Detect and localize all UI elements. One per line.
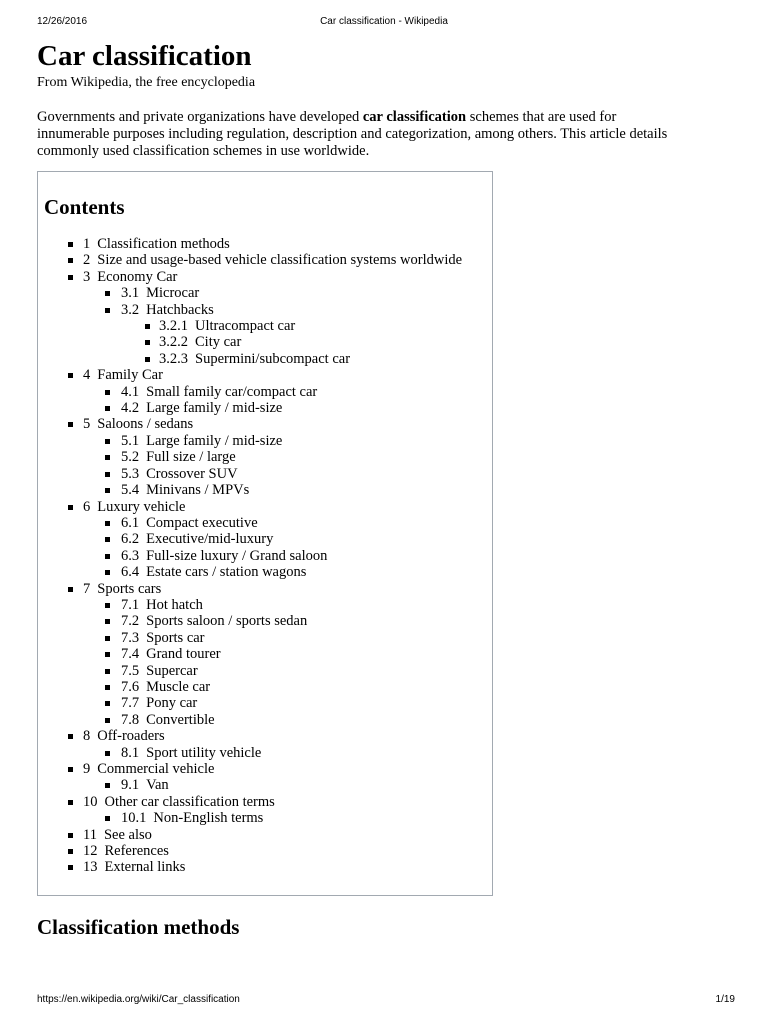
toc-label[interactable]: Hatchbacks bbox=[146, 301, 214, 318]
toc-item[interactable] bbox=[38, 416, 462, 432]
toc-label[interactable]: Pony car bbox=[146, 695, 198, 712]
article-intro bbox=[37, 109, 687, 160]
toc-label[interactable]: Supermini/subcompact car bbox=[195, 350, 351, 367]
bullet-icon bbox=[105, 603, 110, 608]
bullet-icon bbox=[68, 833, 73, 838]
toc-item[interactable] bbox=[38, 433, 462, 449]
section-heading: Classification methods bbox=[37, 915, 240, 939]
toc-label[interactable]: Crossover SUV bbox=[146, 465, 238, 482]
bullet-icon bbox=[105, 406, 110, 411]
toc-number: 5.1 bbox=[121, 432, 140, 449]
toc-item[interactable] bbox=[38, 334, 462, 350]
toc-label[interactable]: City car bbox=[195, 334, 242, 351]
toc-number: 4 bbox=[83, 367, 91, 384]
toc-number: 2 bbox=[83, 252, 91, 269]
toc-item[interactable] bbox=[38, 597, 462, 613]
print-page-title: Car classification - Wikipedia bbox=[320, 16, 448, 27]
bullet-icon bbox=[105, 537, 110, 542]
toc-number: 4.1 bbox=[121, 383, 140, 400]
bullet-icon bbox=[105, 521, 110, 526]
toc-label[interactable]: Hot hatch bbox=[146, 596, 203, 613]
bullet-icon bbox=[105, 455, 110, 460]
bullet-icon bbox=[68, 849, 73, 854]
bullet-icon bbox=[105, 308, 110, 313]
bullet-icon bbox=[68, 505, 73, 510]
toc-item[interactable] bbox=[38, 384, 462, 400]
toc-item[interactable] bbox=[38, 236, 462, 252]
toc-number: 8.1 bbox=[121, 744, 140, 761]
toc-item[interactable] bbox=[38, 695, 462, 711]
toc-label[interactable]: Economy Car bbox=[97, 268, 178, 285]
bullet-icon bbox=[68, 422, 73, 427]
toc-item[interactable] bbox=[38, 777, 462, 793]
bullet-icon bbox=[68, 275, 73, 280]
toc-item[interactable] bbox=[38, 400, 462, 416]
toc-item[interactable] bbox=[38, 351, 462, 367]
bullet-icon bbox=[145, 340, 150, 345]
toc-number: 12 bbox=[83, 843, 98, 860]
toc-item[interactable] bbox=[38, 810, 462, 826]
toc-item[interactable] bbox=[38, 794, 462, 810]
bullet-icon bbox=[68, 865, 73, 870]
print-url: https://en.wikipedia.org/wiki/Car_classification bbox=[37, 994, 240, 1005]
toc-number: 3.2.3 bbox=[159, 350, 188, 367]
toc-item[interactable] bbox=[38, 367, 462, 383]
bullet-icon bbox=[105, 751, 110, 756]
toc-label[interactable]: Van bbox=[146, 777, 169, 794]
bullet-icon bbox=[68, 242, 73, 247]
toc-number: 7.8 bbox=[121, 711, 140, 728]
toc-item[interactable] bbox=[38, 728, 462, 744]
bullet-icon bbox=[68, 258, 73, 263]
toc-number: 6.4 bbox=[121, 564, 140, 581]
toc-number: 9 bbox=[83, 761, 91, 777]
bullet-icon bbox=[105, 718, 110, 723]
toc-label[interactable]: Size and usage-based vehicle classification systems worldwide bbox=[97, 252, 463, 269]
toc-label[interactable]: References bbox=[104, 843, 169, 860]
toc-item[interactable] bbox=[38, 630, 462, 646]
toc-number: 8 bbox=[83, 728, 91, 745]
toc-number: 7.1 bbox=[121, 596, 140, 613]
toc-number: 6 bbox=[83, 498, 91, 515]
toc-item[interactable] bbox=[38, 843, 462, 859]
toc-label[interactable]: Supercar bbox=[146, 662, 198, 679]
toc-item[interactable] bbox=[38, 827, 462, 843]
toc-item[interactable] bbox=[38, 745, 462, 761]
toc-label[interactable]: Classification methods bbox=[97, 236, 230, 252]
toc-label[interactable]: Luxury vehicle bbox=[97, 498, 186, 515]
toc-number: 5.2 bbox=[121, 449, 140, 466]
bullet-icon bbox=[68, 373, 73, 378]
bullet-icon bbox=[105, 291, 110, 296]
toc-item[interactable] bbox=[38, 548, 462, 564]
toc-label[interactable]: Sports saloon / sports sedan bbox=[146, 613, 308, 630]
toc-number: 7.5 bbox=[121, 662, 140, 679]
toc-label[interactable]: Compact executive bbox=[146, 514, 258, 531]
bullet-icon bbox=[105, 685, 110, 690]
toc-label[interactable]: Non-English terms bbox=[153, 810, 264, 827]
toc-label[interactable]: Other car classification terms bbox=[104, 793, 275, 810]
toc-number: 7.4 bbox=[121, 646, 140, 663]
toc-item[interactable] bbox=[38, 646, 462, 662]
toc-label[interactable]: Sports car bbox=[146, 629, 205, 646]
toc-item[interactable] bbox=[38, 302, 462, 318]
print-date: 12/26/2016 bbox=[37, 16, 88, 27]
toc-label[interactable]: Convertible bbox=[146, 711, 215, 728]
intro-bold-term: car classification bbox=[362, 109, 467, 125]
toc-item[interactable] bbox=[38, 466, 462, 482]
toc-item[interactable] bbox=[38, 269, 462, 285]
toc-item[interactable] bbox=[38, 761, 462, 777]
toc-label[interactable]: Executive/mid-luxury bbox=[146, 531, 274, 548]
toc-label[interactable]: Family Car bbox=[97, 367, 163, 384]
toc-item[interactable] bbox=[38, 499, 462, 515]
bullet-icon bbox=[105, 488, 110, 493]
toc-number: 3.2 bbox=[121, 301, 140, 318]
toc-number: 4.2 bbox=[121, 400, 140, 417]
toc-label[interactable]: Full size / large bbox=[146, 449, 236, 466]
bullet-icon bbox=[105, 816, 110, 821]
toc-label[interactable]: Saloons / sedans bbox=[97, 416, 194, 433]
toc-number: 7.7 bbox=[121, 695, 140, 712]
toc-number: 3.2.1 bbox=[159, 318, 188, 335]
toc-number: 9.1 bbox=[121, 777, 140, 794]
toc-number: 7.3 bbox=[121, 629, 140, 646]
bullet-icon bbox=[68, 587, 73, 592]
toc-label[interactable]: Commercial vehicle bbox=[97, 761, 215, 777]
toc-number: 7.6 bbox=[121, 678, 140, 695]
print-page-number: 1/19 bbox=[715, 994, 735, 1005]
toc-label[interactable]: Large family / mid-size bbox=[146, 400, 283, 417]
toc-item[interactable] bbox=[38, 663, 462, 679]
toc-item[interactable] bbox=[38, 564, 462, 580]
toc-item[interactable] bbox=[38, 252, 462, 268]
article-content bbox=[37, 38, 737, 939]
table-of-contents bbox=[37, 171, 493, 896]
bullet-icon bbox=[68, 734, 73, 739]
toc-item[interactable] bbox=[38, 449, 462, 465]
bullet-icon bbox=[105, 652, 110, 657]
toc-number: 6.2 bbox=[121, 531, 140, 548]
intro-text-before: Governments and private organizations have developed bbox=[37, 109, 363, 125]
toc-number: 11 bbox=[83, 826, 97, 843]
toc-number: 7.2 bbox=[121, 613, 140, 630]
print-footer bbox=[0, 994, 768, 1008]
bullet-icon bbox=[105, 701, 110, 706]
toc-label[interactable]: Ultracompact car bbox=[195, 318, 296, 335]
toc-label[interactable]: Muscle car bbox=[146, 678, 211, 695]
bullet-icon bbox=[145, 357, 150, 362]
bullet-icon bbox=[105, 636, 110, 641]
toc-item[interactable] bbox=[38, 515, 462, 531]
toc-number: 6.3 bbox=[121, 547, 140, 564]
intro-text-after: schemes that are used for innumerable purposes including regulation, description and categorization, among others. This article details commonly used classification schemes in use worldwide. bbox=[37, 109, 668, 159]
toc-item[interactable] bbox=[38, 581, 462, 597]
toc-label[interactable]: Small family car/compact car bbox=[146, 383, 318, 400]
toc-label[interactable]: Estate cars / station wagons bbox=[146, 564, 307, 581]
toc-label[interactable]: Sport utility vehicle bbox=[146, 744, 262, 761]
toc-label[interactable]: Grand tourer bbox=[146, 646, 221, 663]
toc-item[interactable] bbox=[38, 613, 462, 629]
toc-number: 1 bbox=[83, 236, 91, 252]
toc-label[interactable]: Full-size luxury / Grand saloon bbox=[146, 547, 328, 564]
toc-number: 10 bbox=[83, 793, 98, 810]
bullet-icon bbox=[105, 619, 110, 624]
bullet-icon bbox=[68, 800, 73, 805]
bullet-icon bbox=[105, 554, 110, 559]
toc-label[interactable]: Off-roaders bbox=[97, 728, 165, 745]
toc-number: 10.1 bbox=[121, 810, 147, 827]
bullet-icon bbox=[105, 439, 110, 444]
toc-label[interactable]: See also bbox=[103, 826, 152, 843]
toc-item[interactable] bbox=[38, 318, 462, 334]
bullet-icon bbox=[105, 570, 110, 575]
toc-number: 3.1 bbox=[121, 285, 140, 302]
toc-list bbox=[38, 236, 462, 876]
print-header bbox=[0, 16, 768, 30]
toc-item[interactable] bbox=[38, 712, 462, 728]
toc-title: Contents bbox=[44, 195, 125, 219]
bullet-icon bbox=[105, 783, 110, 788]
toc-label[interactable]: External links bbox=[104, 859, 186, 876]
toc-number: 5.4 bbox=[121, 482, 140, 499]
toc-number: 13 bbox=[83, 859, 98, 876]
toc-item[interactable] bbox=[38, 859, 462, 875]
toc-item[interactable] bbox=[38, 285, 462, 301]
toc-item[interactable] bbox=[38, 679, 462, 695]
toc-number: 5 bbox=[83, 416, 91, 433]
bullet-icon bbox=[145, 324, 150, 329]
toc-label[interactable]: Minivans / MPVs bbox=[146, 482, 250, 499]
toc-item[interactable] bbox=[38, 482, 462, 498]
article-subtitle: From Wikipedia, the free encyclopedia bbox=[37, 75, 256, 90]
toc-item[interactable] bbox=[38, 531, 462, 547]
toc-number: 3.2.2 bbox=[159, 334, 188, 351]
toc-label[interactable]: Microcar bbox=[146, 285, 200, 302]
bullet-icon bbox=[105, 472, 110, 477]
bullet-icon bbox=[105, 390, 110, 395]
toc-number: 3 bbox=[83, 268, 91, 285]
bullet-icon bbox=[105, 669, 110, 674]
toc-number: 6.1 bbox=[121, 514, 140, 531]
page-title: Car classification bbox=[37, 40, 252, 72]
bullet-icon bbox=[68, 767, 73, 772]
toc-label[interactable]: Large family / mid-size bbox=[146, 432, 283, 449]
toc-number: 7 bbox=[83, 580, 91, 597]
toc-number: 5.3 bbox=[121, 465, 140, 482]
toc-label[interactable]: Sports cars bbox=[97, 580, 162, 597]
